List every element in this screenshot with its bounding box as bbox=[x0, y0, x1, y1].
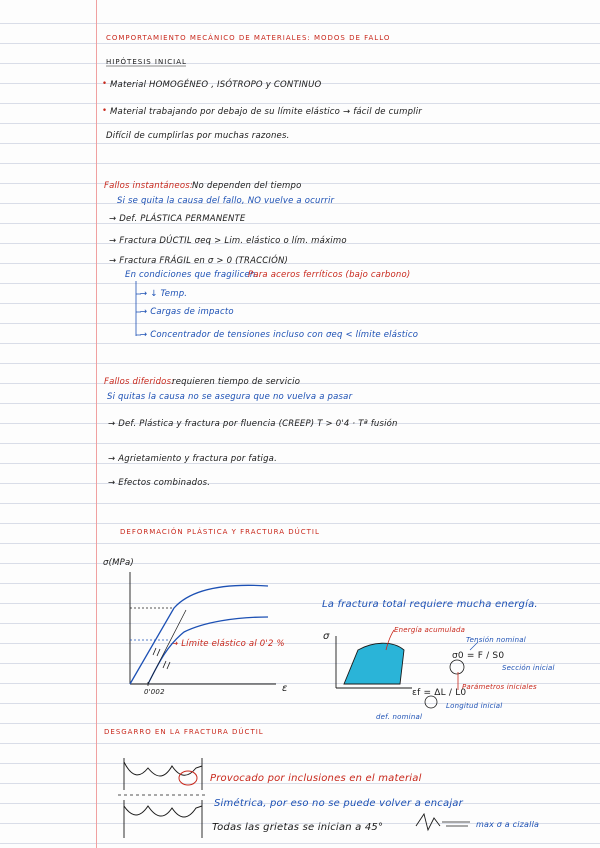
fractura-fragil-item: → Fractura FRÁGIL en σ > 0 (TRACCIÓN) bbox=[109, 256, 289, 266]
l0-circle bbox=[425, 696, 437, 708]
s0-circle bbox=[450, 660, 464, 674]
tension-pointer bbox=[470, 642, 478, 650]
bullet-dot: • bbox=[102, 79, 108, 89]
tension-equation: σ0 = F / S0 bbox=[452, 651, 505, 661]
inclusion-circle bbox=[179, 771, 197, 785]
hipotesis-bullet-1: Material HOMOGÉNEO , ISÓTROPO y CONTINUO bbox=[110, 80, 322, 90]
desgarro-diagram bbox=[118, 758, 470, 838]
seccion-inicial-label: Sección inicial bbox=[502, 664, 555, 672]
lower-stress-curve bbox=[148, 617, 268, 684]
shear-lines bbox=[442, 822, 470, 826]
sub-impacto: → Cargas de impacto bbox=[140, 307, 234, 317]
def-plastica-item: → Def. PLÁSTICA PERMANENTE bbox=[109, 214, 246, 224]
simetrica-note: Simétrica, por eso no se puede volver a encajar bbox=[214, 798, 463, 809]
tension-nominal-label: Tensión nominal bbox=[466, 636, 526, 644]
stress-strain-chart bbox=[130, 572, 276, 686]
sigma-axis-label: σ bbox=[323, 631, 330, 642]
creep-item: → Def. Plástica y fractura por fluencia (CREEP) T > 0'4 · Tª fusión bbox=[108, 419, 398, 429]
def-nominal-label: def. nominal bbox=[376, 713, 423, 721]
longitud-inicial-label: Longitud inicial bbox=[446, 702, 503, 710]
fallos-diferidos-title: Fallos diferidos: bbox=[104, 377, 175, 387]
strain-tick-label: 0'002 bbox=[144, 688, 165, 696]
fallos-diferidos-desc: requieren tiempo de servicio bbox=[172, 377, 301, 387]
fallos-instantaneos-desc: No dependen del tiempo bbox=[192, 181, 302, 191]
section1-title: COMPORTAMIENTO MECÁNICO DE MATERIALES: MODOS DE FALLO bbox=[106, 34, 391, 42]
parallel-marks-2 bbox=[163, 661, 170, 669]
condiciones-fragilizan: En condiciones que fragilicen. bbox=[125, 270, 259, 280]
energia-acumulada-label: Energía acumulada bbox=[394, 626, 466, 634]
fracture-top-profile bbox=[124, 762, 202, 776]
stress-axis-label: σ(MPa) bbox=[103, 558, 134, 568]
fractura-ductil-item: → Fractura DÚCTIL σeq > Lim. elástico o lím. máximo bbox=[109, 236, 347, 246]
hipotesis-bullet-2: Material trabajando por debajo de su límite elástico → fácil de cumplir bbox=[110, 107, 422, 117]
crack-45-sketch bbox=[416, 814, 440, 830]
specimen-bottom-walls bbox=[124, 800, 202, 838]
bullet-dot: • bbox=[102, 106, 108, 116]
limite-elastico-label: → Límite elástico al 0'2 % bbox=[171, 639, 285, 649]
fallos-instantaneos-title: Fallos instantáneos: bbox=[104, 181, 193, 191]
grietas-note: Todas las grietas se inician a 45° bbox=[212, 822, 384, 833]
parallel-marks-1 bbox=[153, 648, 160, 656]
energy-area bbox=[344, 643, 404, 684]
fatiga-item: → Agrietamiento y fractura por fatiga. bbox=[108, 454, 277, 464]
efectos-item: → Efectos combinados. bbox=[108, 478, 211, 488]
fallos-instantaneos-sub: Si se quita la causa del fallo, NO vuelve a ocurrir bbox=[117, 196, 335, 206]
energy-area-chart bbox=[336, 630, 412, 688]
sub-temp: → ↓ Temp. bbox=[140, 289, 188, 299]
fallos-diferidos-sub: Si quitas la causa no se asegura que no vuelva a pasar bbox=[107, 392, 353, 402]
parametros-iniciales-label: Parámetros iniciales bbox=[462, 683, 537, 691]
aceros-ferriticos: Para aceros ferríticos (bajo carbono) bbox=[248, 270, 411, 280]
fracture-bottom-profile bbox=[124, 806, 202, 817]
strain-axis-label: ε bbox=[282, 683, 288, 694]
inclusiones-note: Provocado por inclusiones en el material bbox=[210, 773, 422, 784]
sub-concentrador: → Concentrador de tensiones incluso con σeq < límite elástico bbox=[140, 330, 419, 340]
deformacion-equation: εf = ΔL / L0 bbox=[412, 688, 467, 698]
hipotesis-note: Difícil de cumplirlas por muchas razones. bbox=[106, 131, 290, 141]
upper-stress-curve bbox=[130, 585, 268, 684]
desgarro-title: DESGARRO EN LA FRACTURA DÚCTIL bbox=[104, 728, 264, 736]
fractura-energia-note: La fractura total requiere mucha energía. bbox=[322, 599, 538, 610]
hipotesis-title: HIPÓTESIS INICIAL bbox=[106, 58, 187, 66]
deformacion-title: DEFORMACIÓN PLÁSTICA Y FRACTURA DÚCTIL bbox=[120, 528, 320, 536]
max-cizalla-note: max σ a cizalla bbox=[476, 820, 540, 829]
conditions-branch-ticks bbox=[136, 294, 141, 335]
